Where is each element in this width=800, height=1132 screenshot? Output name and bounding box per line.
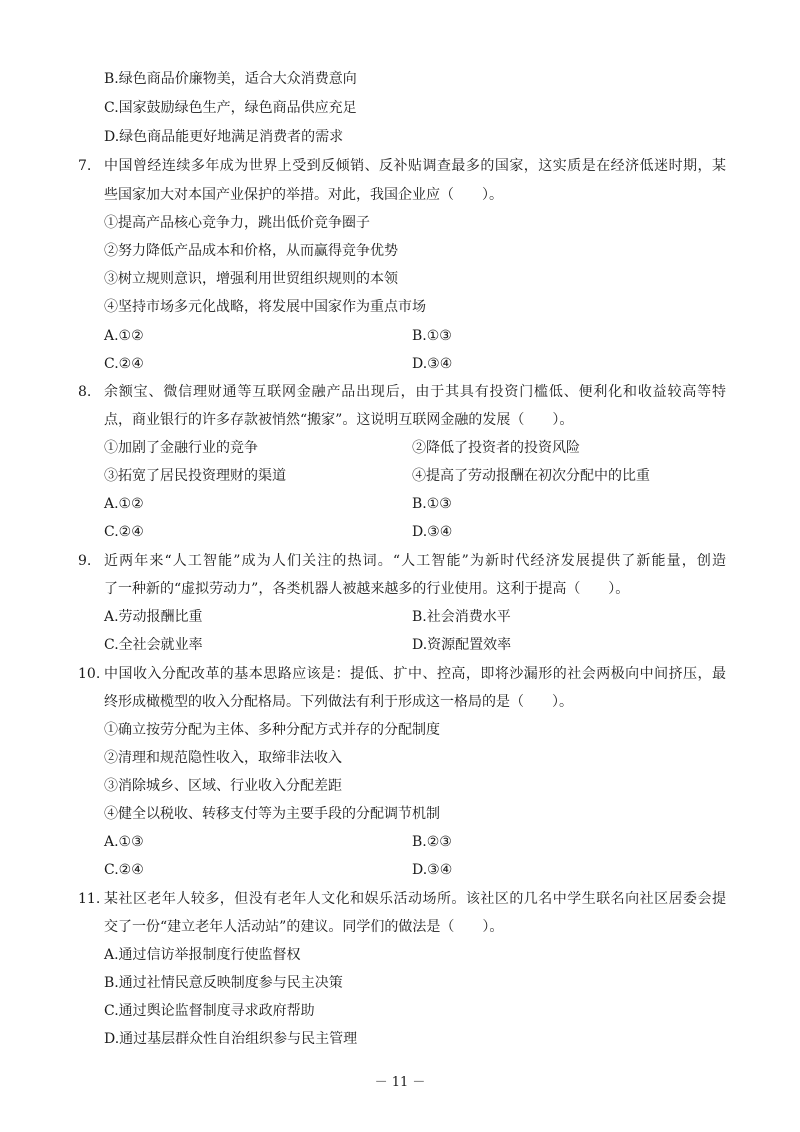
question-11-option-c: C.通过舆论监督制度寻求政府帮助 [104,1003,315,1019]
question-8-option-b: B.①③ [412,496,452,512]
question-9-number: 9. [78,553,92,569]
question-7-stem-line1: 中国曾经连续多年成为世界上受到反倾销、反补贴调查最多的国家，这实质是在经济低迷时期，某 [104,158,726,174]
prev-option-c: C.国家鼓励绿色生产，绿色商品供应充足 [104,100,357,116]
question-10-item-1: ①确立按劳分配为主体、多种分配方式并存的分配制度 [104,722,440,738]
question-9-option-c: C.全社会就业率 [104,637,203,653]
question-11-stem-line1: 某社区老年人较多，但没有老年人文化和娱乐活动场所。该社区的几名中学生联名向社区居委会提 [104,891,726,907]
page-number: － 11 － [374,1075,426,1090]
question-7-stem-line2: 些国家加大对本国产业保护的举措。对此，我国企业应（ ）。 [104,187,503,203]
question-10-option-d: D.③④ [412,862,453,878]
question-11-option-b: B.通过社情民意反映制度参与民主决策 [104,975,343,991]
question-9-option-b: B.社会消费水平 [412,609,511,625]
prev-option-b: B.绿色商品价廉物美，适合大众消费意向 [104,71,357,87]
question-9-option-d: D.资源配置效率 [412,637,512,653]
question-8-stem-line2: 点，商业银行的许多存款被悄然“搬家”。这说明互联网金融的发展（ ）。 [104,412,574,428]
question-7-item-3: ③树立规则意识，增强利用世贸组织规则的本领 [104,271,398,287]
question-10-item-4: ④健全以税收、转移支付等为主要手段的分配调节机制 [104,806,440,822]
question-10-item-2: ②清理和规范隐性收入，取缔非法收入 [104,750,342,766]
question-7-option-b: B.①③ [412,328,452,344]
question-7-option-c: C.②④ [104,356,144,372]
question-7-option-d: D.③④ [412,356,453,372]
question-11-number: 11. [78,891,101,907]
question-8-stem-line1: 余额宝、微信理财通等互联网金融产品出现后，由于其具有投资门槛低、便利化和收益较高等特 [104,384,726,400]
question-8-item-1: ①加剧了金融行业的竞争 [104,440,258,456]
question-10-stem-line1: 中国收入分配改革的基本思路应该是：提低、扩中、控高，即将沙漏形的社会两极向中间挤压，最 [104,666,726,682]
question-7-option-a: A.①② [104,328,144,344]
question-11-option-d: D.通过基层群众性自治组织参与民主管理 [104,1031,358,1047]
question-9-option-a: A.劳动报酬比重 [104,609,203,625]
question-7-number: 7. [78,158,92,174]
question-10-option-b: B.②③ [412,834,452,850]
question-10-number: 10. [78,666,101,682]
question-10-item-3: ③消除城乡、区域、行业收入分配差距 [104,778,342,794]
question-8-item-3: ③拓宽了居民投资理财的渠道 [104,468,286,484]
question-10-option-c: C.②④ [104,862,144,878]
question-8-number: 8. [78,384,92,400]
question-10-option-a: A.①③ [104,834,144,850]
question-7-item-1: ①提高产品核心竞争力，跳出低价竞争圈子 [104,215,370,231]
question-11-stem-line2: 交了一份“建立老年人活动站”的建议。同学们的做法是（ ）。 [104,919,504,935]
question-7-item-2: ②努力降低产品成本和价格，从而赢得竞争优势 [104,243,398,259]
question-8-item-2: ②降低了投资者的投资风险 [412,440,580,456]
question-10-stem-line2: 终形成橄榄型的收入分配格局。下列做法有利于形成这一格局的是（ ）。 [104,694,573,710]
prev-option-d: D.绿色商品能更好地满足消费者的需求 [104,129,344,145]
question-7-item-4: ④坚持市场多元化战略，将发展中国家作为重点市场 [104,299,426,315]
question-8-option-d: D.③④ [412,524,453,540]
question-11-option-a: A.通过信访举报制度行使监督权 [104,947,301,963]
question-8-item-4: ④提高了劳动报酬在初次分配中的比重 [412,468,650,484]
question-9-stem-line1: 近两年来“人工智能”成为人们关注的热词。“人工智能”为新时代经济发展提供了新能量，创造 [104,553,726,569]
question-8-option-a: A.①② [104,496,144,512]
question-9-stem-line2: 了一种新的“虚拟劳动力”，各类机器人被越来越多的行业使用。这利于提高（ ）。 [104,581,630,597]
question-8-option-c: C.②④ [104,524,144,540]
